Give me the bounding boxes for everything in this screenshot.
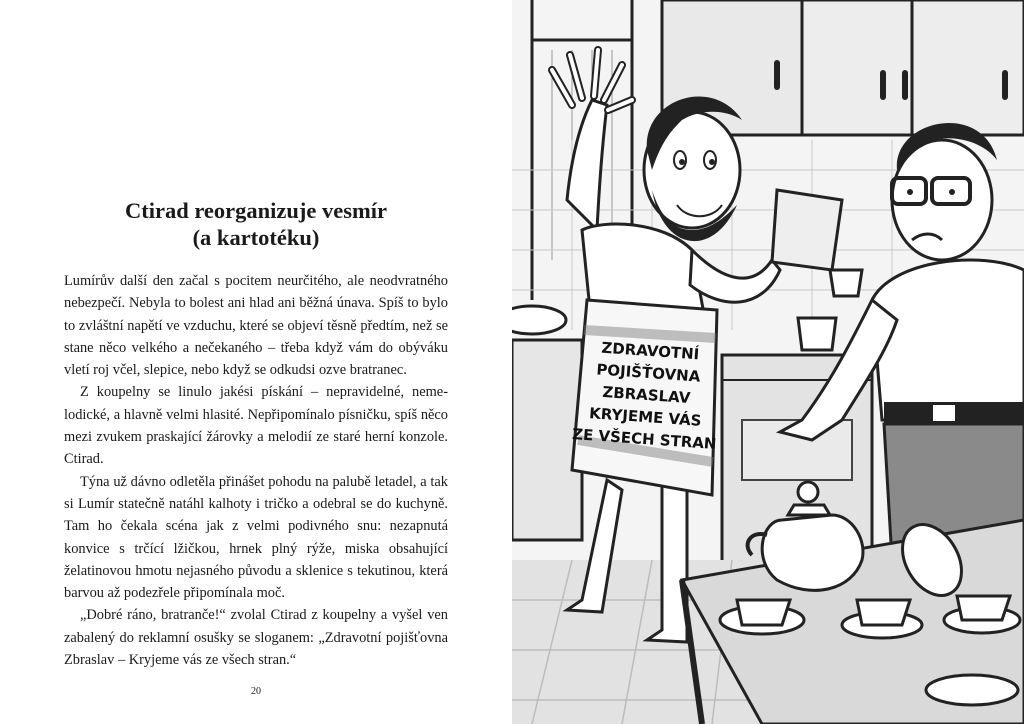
towel-line: POJIŠŤOVNA — [595, 360, 701, 386]
mug-icon — [830, 270, 862, 296]
paragraph: Lumírův další den začal s pocitem neurčitého, ale neodvratného nebezpečí. Nebyla to bolest ani hlad ani běžná únava. Spíš to bylo to zvláštní napětí ve vzduchu, které se objeví těsně předtím, než se stane něco velkého a nečekaného – třeba když vám do obýváku vletí roj včel, slepice, nebo když se odkudsi ozve bratranec. — [64, 273, 448, 379]
mug-icon — [798, 318, 836, 350]
rag-icon — [772, 190, 842, 270]
chapter-title — [40, 197, 472, 251]
paragraph: „Dobré ráno, bratranče!“ zvolal Ctirad z koupelny a vyšel ven zabalený do reklamní osušky se sloganem: „Zdravotní pojišťovna Zbraslav – Kryjeme vás ze všech stran.“ — [64, 607, 448, 669]
towel-line: KRYJEME VÁS — [588, 404, 703, 430]
chapter-body — [64, 270, 448, 671]
towel-line: ZE VŠECH STRAN — [571, 424, 718, 454]
bowl-icon — [512, 306, 566, 334]
towel-line: ZDRAVOTNÍ — [600, 338, 700, 364]
cup-icon — [857, 600, 910, 625]
cup-icon — [957, 596, 1010, 620]
upper-cabinets — [662, 0, 1024, 135]
plate-icon — [926, 675, 1018, 705]
page-number: 20 — [251, 686, 261, 697]
teapot-icon — [762, 515, 863, 590]
towel-line: ZBRASLAV — [601, 382, 691, 408]
cup-icon — [737, 600, 790, 625]
paragraph: Z koupelny se linulo jakési pískání – nepravidelné, nemelodické, a hlavně velmi hlasité. Nepřipomínalo písničku, spíš něco mezi zvukem praskající žárovky a melodií ze staré herní konzole. Ctirad. — [64, 384, 448, 468]
chapter-title-line2: (a kartotéku) — [192, 225, 320, 250]
paragraph: Týna už dávno odletěla přinášet pohodu na palubě letadel, a tak si Lumír statečně natáhl kalhoty i tričko a odebral se do kuchyně. Tam ho čekala scéna jak z velmi podivného snu: nezapnutá konvice s trčící lžičkou, hrnek plný rýže, miska obsahující želatinovou hmotu nejasného původu a sklenice s tekutinou, která barvou až podezřele připomínala moč. — [64, 473, 448, 602]
chapter-title-line1: Ctirad reorganizuje vesmír — [124, 198, 387, 223]
illustration-page — [512, 0, 1024, 724]
kitchen-illustration — [512, 0, 1024, 724]
